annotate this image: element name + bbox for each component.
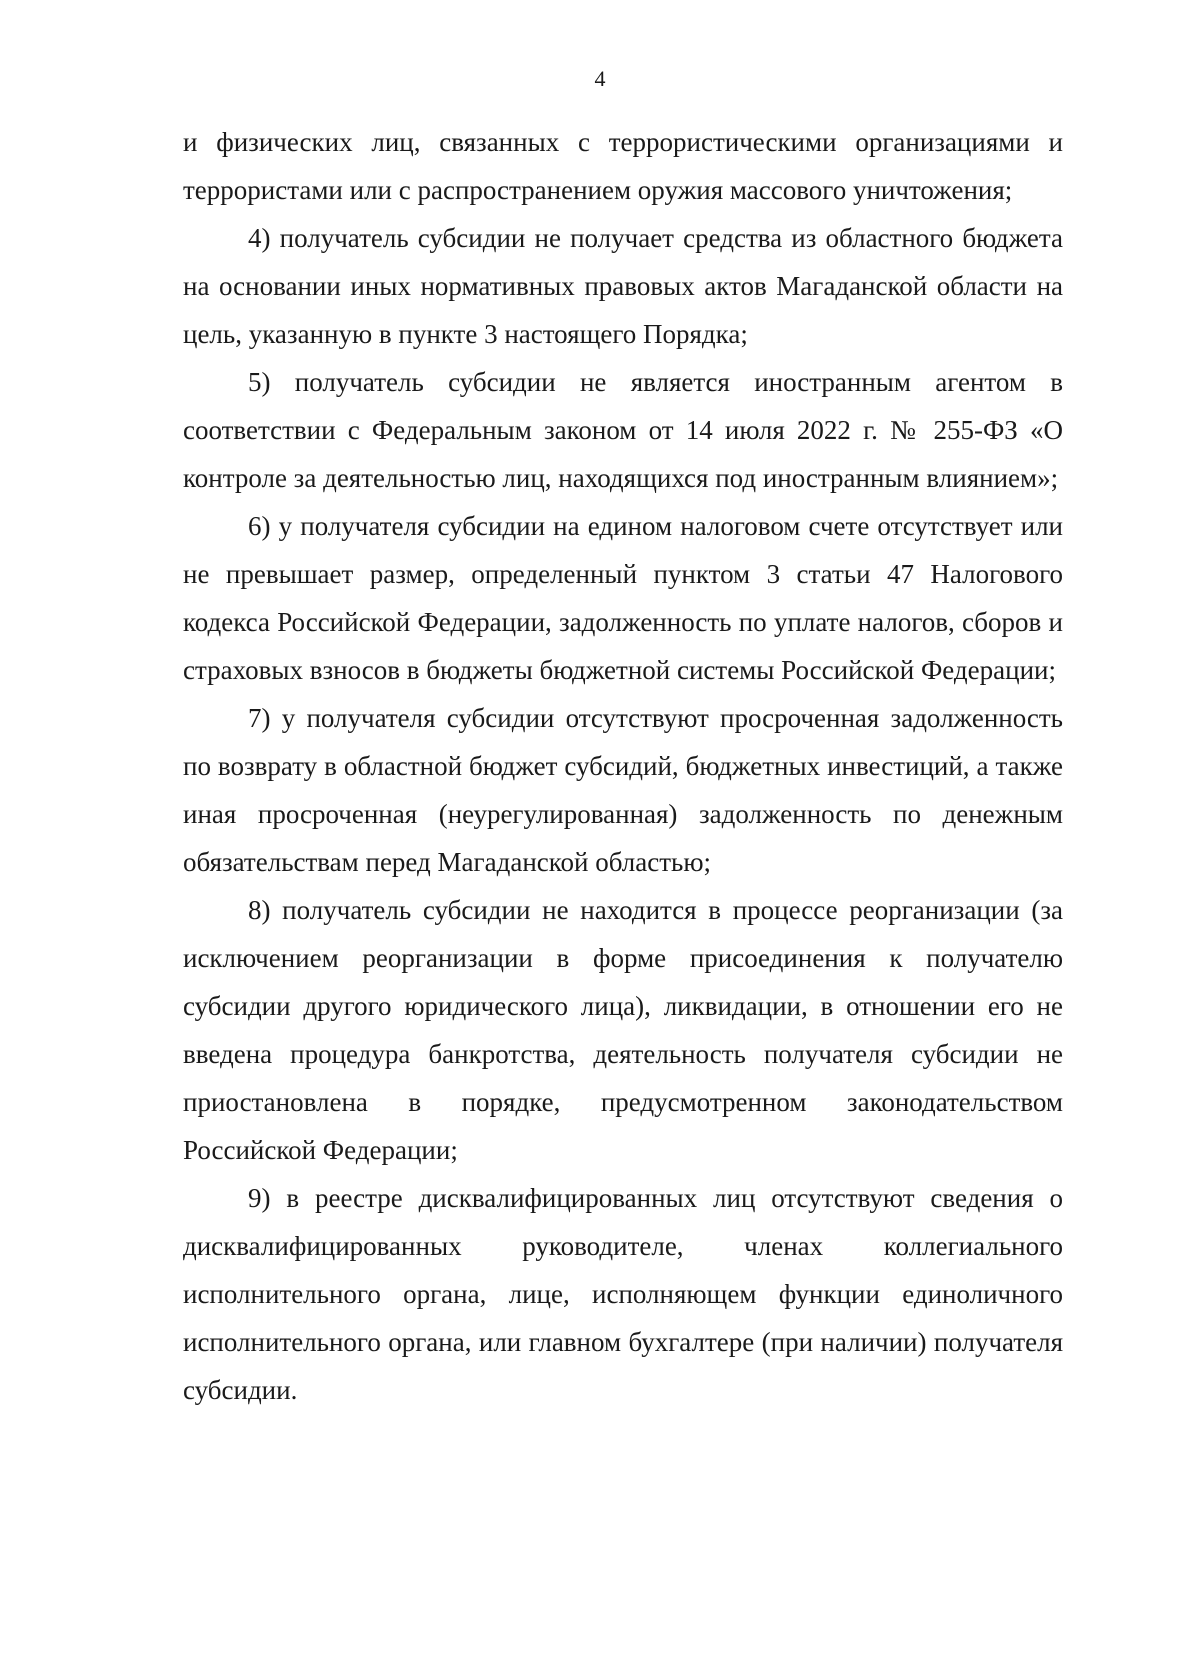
paragraph-item-7: 7) у получателя субсидии отсутствуют просроченная задолженность по возврату в областной бюджет субсидий, бюджетных инвестиций, а также иная просроченная (неурегулированная) задолженность по денежным обязательствам перед Магаданской областью; (183, 703, 1063, 877)
page-number: 4 (594, 66, 606, 91)
document-body (183, 118, 1063, 1414)
paragraph-continuation: и физических лиц, связанных с террористическими организациями и террористами или с распространением оружия массового уничтожения; (183, 127, 1063, 205)
paragraph-item-9: 9) в реестре дисквалифицированных лиц отсутствуют сведения о дисквалифицированных руководителе, членах коллегиального исполнительного органа, лице, исполняющем функции единоличного исполнительного органа, или главном бухгалтере (при наличии) получателя субсидии. (183, 1183, 1063, 1405)
paragraph-item-8: 8) получатель субсидии не находится в процессе реорганизации (за исключением реорганизации в форме присоединения к получателю субсидии другого юридического лица), ликвидации, в отношении его не введена процедура банкротства, деятельность получателя субсидии не приостановлена в порядке, предусмотренном законодательством Российской Федерации; (183, 895, 1063, 1165)
paragraph-item-4: 4) получатель субсидии не получает средства из областного бюджета на основании иных нормативных правовых актов Магаданской области на цель, указанную в пункте 3 настоящего Порядка; (183, 223, 1063, 349)
paragraph-item-6: 6) у получателя субсидии на едином налоговом счете отсутствует или не превышает размер, определенный пунктом 3 статьи 47 Налогового кодекса Российской Федерации, задолженность по уплате налогов, сборов и страховых взносов в бюджеты бюджетной системы Российской Федерации; (183, 511, 1063, 685)
paragraph-item-5: 5) получатель субсидии не является иностранным агентом в соответствии с Федеральным законом от 14 июля 2022 г. № 255-ФЗ «О контроле за деятельностью лиц, находящихся под иностранным влиянием»; (183, 367, 1063, 493)
